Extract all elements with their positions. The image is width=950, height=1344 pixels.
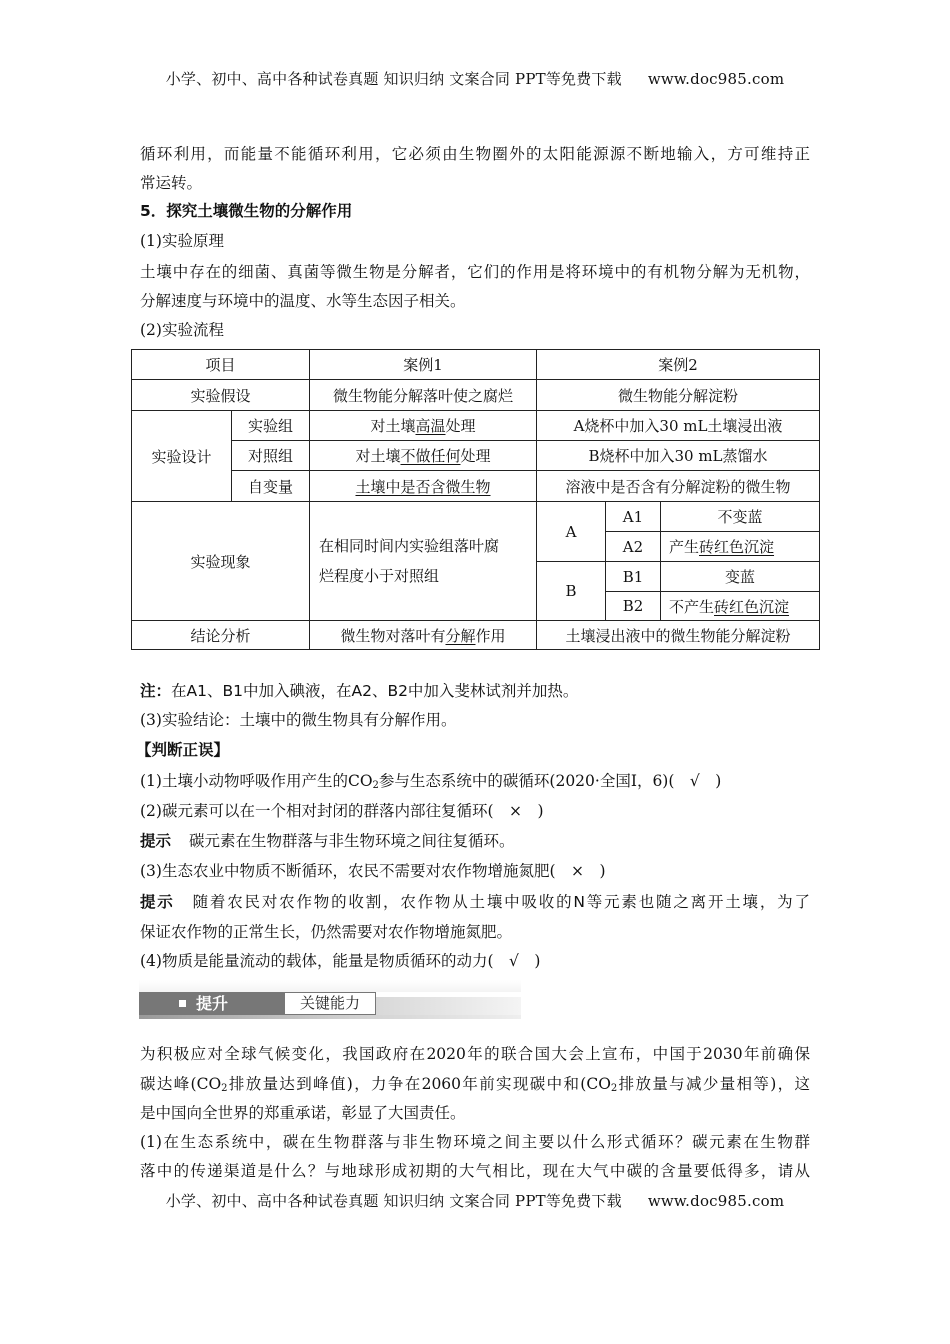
experimental-case1 bbox=[310, 411, 537, 441]
banner-primary bbox=[139, 992, 284, 1015]
a2-label: A2 bbox=[606, 532, 661, 562]
hypothesis-label: 实验假设 bbox=[132, 380, 310, 411]
text: 碳达峰(CO bbox=[140, 1075, 222, 1093]
subscript: 2 bbox=[221, 1083, 228, 1094]
footer-url[interactable]: www.doc985.com bbox=[647, 1192, 785, 1210]
a1-label: A1 bbox=[606, 502, 661, 532]
control-label: 对照组 bbox=[232, 441, 310, 471]
text: 烂程度小于对照组 bbox=[319, 567, 440, 585]
underlined-answer: 土壤中是否含微生物 bbox=[355, 477, 491, 496]
intro-line-1: 循环利用，而能量不能循环利用，它必须由生物圈外的太阳能源源不断地输入，方可维持正 bbox=[140, 145, 810, 163]
text: 产生 bbox=[669, 538, 700, 556]
header-item: 项目 bbox=[132, 350, 310, 380]
design-label: 实验设计 bbox=[132, 411, 232, 502]
header-case2: 案例2 bbox=[537, 350, 820, 380]
banner-underbar bbox=[139, 1015, 521, 1019]
phenomenon-case1 bbox=[310, 502, 537, 621]
text: 排放量达到峰值)，力争在2060年前实现碳中和(CO bbox=[227, 1075, 611, 1093]
b1-result: 变蓝 bbox=[661, 562, 820, 592]
hint-label: 提示 bbox=[140, 832, 172, 850]
experimental-label: 实验组 bbox=[232, 411, 310, 441]
hint-1 bbox=[140, 830, 515, 852]
conclusion-label: 结论分析 bbox=[132, 621, 310, 650]
passage-line-2 bbox=[140, 1073, 810, 1100]
text: 作用 bbox=[475, 626, 506, 645]
experiment-table bbox=[131, 349, 820, 650]
b2-result bbox=[661, 592, 820, 621]
principle-line-1: 土壤中存在的细菌、真菌等微生物是分解者，它们的作用是将环境中的有机物分解为无机物， bbox=[140, 263, 810, 281]
judgement-item-2: (2)碳元素可以在一个相对封闭的群落内部往复循环( × ) bbox=[140, 802, 544, 820]
text: 处理 bbox=[445, 417, 476, 435]
footer-text: 小学、初中、高中各种试卷真题 知识归纳 文案合同 PPT等免费下载 bbox=[165, 1192, 622, 1210]
passage-line-1: 为积极应对全球气候变化，我国政府在2020年的联合国大会上宣布，中国于2030年前确保 bbox=[140, 1045, 810, 1063]
text: 对土壤 bbox=[355, 447, 401, 465]
text: 对土壤 bbox=[370, 417, 416, 435]
control-case1 bbox=[310, 441, 537, 471]
principle-heading: (1)实验原理 bbox=[140, 232, 224, 250]
intro-line-2: 常运转。 bbox=[140, 174, 203, 192]
b2-label: B2 bbox=[606, 592, 661, 621]
hint-2-line-2: 保证农作物的正常生长，仍然需要对农作物增施氮肥。 bbox=[140, 923, 513, 941]
subscript: 2 bbox=[372, 780, 379, 791]
phenomenon-label: 实验现象 bbox=[132, 502, 310, 621]
header-case1: 案例1 bbox=[310, 350, 537, 380]
design-control-row bbox=[132, 441, 820, 471]
section-banner bbox=[139, 992, 521, 1022]
hypothesis-case2: 微生物能分解淀粉 bbox=[537, 380, 820, 411]
hypothesis-row bbox=[132, 380, 820, 411]
passage-line-3: 是中国向全世界的郑重承诺，彰显了大国责任。 bbox=[140, 1104, 466, 1122]
design-experimental-row bbox=[132, 411, 820, 441]
variable-case2: 溶液中是否含有分解淀粉的微生物 bbox=[537, 471, 820, 502]
hint-2-line-1 bbox=[140, 891, 810, 913]
phenomenon-row-a1 bbox=[132, 502, 820, 532]
page-header bbox=[0, 68, 950, 89]
principle-line-2: 分解速度与环境中的温度、水等生态因子相关。 bbox=[140, 292, 466, 310]
note bbox=[140, 680, 578, 702]
design-variable-row bbox=[132, 471, 820, 502]
text: 在相同时间内实验组落叶腐 bbox=[319, 537, 500, 555]
header-text: 小学、初中、高中各种试卷真题 知识归纳 文案合同 PPT等免费下载 bbox=[165, 70, 622, 88]
underlined-answer: 高温 bbox=[415, 417, 446, 435]
square-bullet-icon bbox=[179, 1000, 186, 1007]
banner-fade bbox=[376, 997, 521, 1015]
conclusion-case2: 土壤浸出液中的微生物能分解淀粉 bbox=[537, 621, 820, 650]
question-1-line-1: (1)在生态系统中，碳在生物群落与非生物环境之间主要以什么形式循环？碳元素在生物群 bbox=[140, 1133, 810, 1151]
variable-label: 自变量 bbox=[232, 471, 310, 502]
text: 参与生态系统中的碳循环(2020·全国Ⅰ，6)( √ ) bbox=[378, 772, 722, 790]
judgement-item-1 bbox=[140, 770, 721, 797]
text: 微生物对落叶有 bbox=[340, 626, 446, 645]
process-heading: (2)实验流程 bbox=[140, 321, 224, 339]
subscript: 2 bbox=[610, 1083, 618, 1094]
group-b-label: B bbox=[537, 562, 606, 621]
note-label: 注： bbox=[140, 682, 172, 700]
conclusion-case1 bbox=[310, 621, 537, 650]
hypothesis-case1: 微生物能分解落叶使之腐烂 bbox=[310, 380, 537, 411]
variable-case1 bbox=[310, 471, 537, 502]
a1-result: 不变蓝 bbox=[661, 502, 820, 532]
header-url[interactable]: www.doc985.com bbox=[647, 70, 785, 88]
judgement-title: 【判断正误】 bbox=[136, 741, 230, 759]
conclusion-row bbox=[132, 621, 820, 650]
a2-result bbox=[661, 532, 820, 562]
text: 排放量与减少量相等)，这 bbox=[617, 1075, 810, 1093]
control-case2: B烧杯中加入30 mL蒸馏水 bbox=[537, 441, 820, 471]
banner-primary-label: 提升 bbox=[196, 994, 229, 1013]
b1-label: B1 bbox=[606, 562, 661, 592]
judgement-item-4: (4)物质是能量流动的载体，能量是物质循环的动力( √ ) bbox=[140, 952, 541, 970]
underlined-answer: 砖红色沉淀 bbox=[699, 538, 775, 556]
judgement-item-3: (3)生态农业中物质不断循环，农民不需要对农作物增施氮肥( × ) bbox=[140, 862, 606, 880]
text: 不产生 bbox=[669, 597, 715, 616]
text: (1)土壤小动物呼吸作用产生的CO bbox=[140, 772, 373, 790]
hint-text: 碳元素在生物群落与非生物环境之间往复循环。 bbox=[189, 832, 515, 850]
page-footer bbox=[0, 1190, 950, 1211]
group-a-label: A bbox=[537, 502, 606, 562]
underlined-answer: 砖红色沉淀 bbox=[714, 597, 790, 616]
banner-shadow bbox=[139, 980, 521, 992]
experimental-case2: A烧杯中加入30 mL土壤浸出液 bbox=[537, 411, 820, 441]
text: 处理 bbox=[460, 447, 491, 465]
underlined-answer: 不做任何 bbox=[400, 447, 461, 465]
table-header-row bbox=[132, 350, 820, 380]
section-5-title: 5．探究土壤微生物的分解作用 bbox=[140, 202, 353, 220]
hint-label: 提示 bbox=[140, 893, 175, 911]
question-1-line-2: 落中的传递渠道是什么？与地球形成初期的大气相比，现在大气中碳的含量要低得多，请从 bbox=[140, 1162, 810, 1180]
banner-secondary: 关键能力 bbox=[284, 992, 376, 1015]
experiment-conclusion: (3)实验结论：土壤中的微生物具有分解作用。 bbox=[140, 711, 457, 729]
underlined-answer: 分解 bbox=[445, 626, 476, 645]
hint-text: 随着农民对农作物的收割，农作物从土壤中吸收的N等元素也随之离开土壤，为了 bbox=[192, 893, 810, 911]
note-text: 在A1、B1中加入碘液，在A2、B2中加入斐林试剂并加热。 bbox=[171, 682, 579, 700]
